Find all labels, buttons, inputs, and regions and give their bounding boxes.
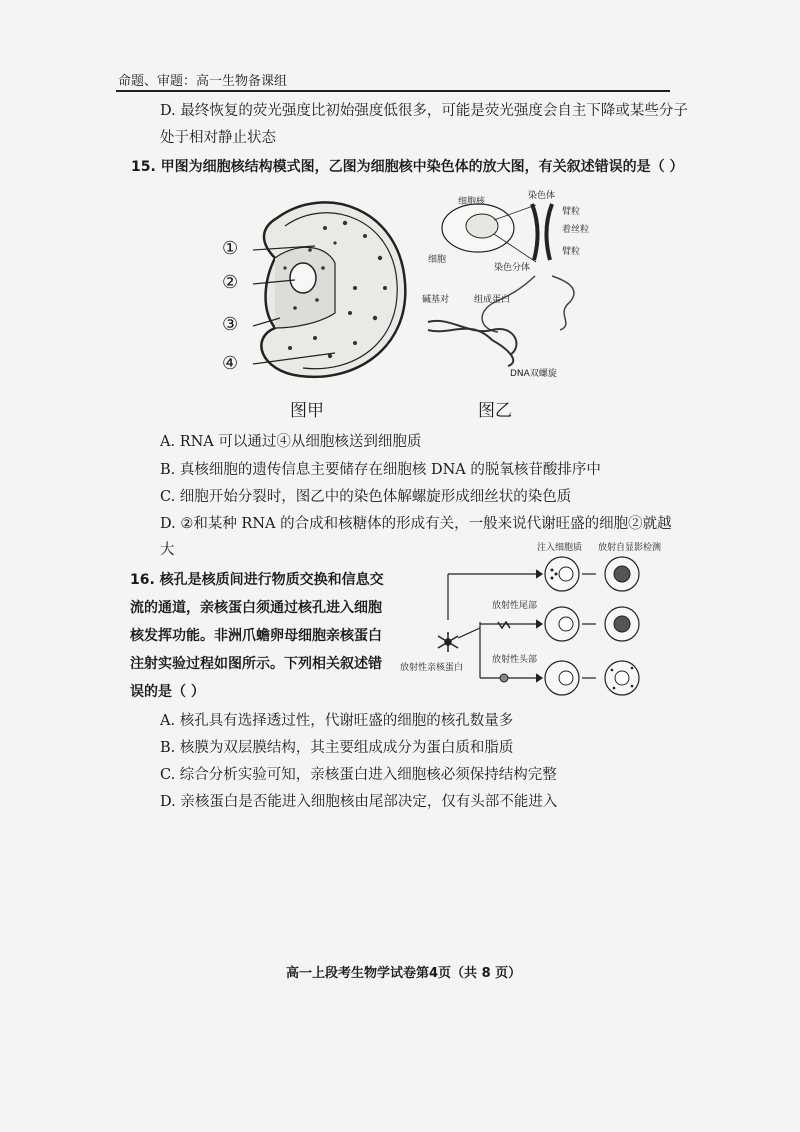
label-head: 放射性头部 (492, 655, 538, 665)
chromosome-shape (532, 204, 552, 260)
label-3: ③ (222, 314, 239, 335)
q16-option-a: A. 核孔具有选择透过性，代谢旺盛的细胞的核孔数量多 (160, 713, 514, 729)
q15-option-c: C. 细胞开始分裂时，图乙中的染色体解螺旋形成细丝状的染色质 (160, 489, 572, 505)
label-chromatid: 染色分体 (494, 263, 531, 273)
label-arm: 臂粒 (562, 207, 581, 217)
label-chromosome: 染色体 (528, 191, 556, 201)
label-arm-2: 臂粒 (562, 247, 581, 257)
q15-option-b: B. 真核细胞的遗传信息主要储存在细胞核 DNA 的脱氧核苷酸排序中 (160, 462, 601, 478)
q15-option-d-line2: 大 (160, 542, 175, 558)
q16-stem-line4: 注射实验过程如图所示。下列相关叙述错 (130, 656, 382, 672)
q16-stem-line3: 核发挥功能。非洲爪蟾卵母细胞亲核蛋白 (130, 628, 382, 644)
head-fragment-icon (500, 674, 508, 682)
q16-nuclear-import-diagram (400, 538, 670, 698)
q16-stem-line5: 误的是（ ） (130, 684, 205, 700)
label-inject: 注入细胞质 (537, 543, 583, 553)
label-dna: DNA双螺旋 (510, 369, 557, 379)
figure-a-caption: 图甲 (290, 401, 324, 421)
figure-b-chromosome-diagram (420, 190, 600, 380)
q15-option-d-line1: D. ②和某种 RNA 的合成和核糖体的形成有关，一般来说代谢旺盛的细胞②就越 (160, 516, 672, 532)
q16-option-d: D. 亲核蛋白是否能进入细胞核由尾部决定，仅有头部不能进入 (160, 794, 558, 810)
q14-option-d-line2: 处于相对静止状态 (160, 130, 276, 146)
q16-stem-line1: 16. 核孔是核质间进行物质交换和信息交 (130, 572, 384, 588)
label-base-pair: 碱基对 (422, 295, 450, 305)
radio-protein-icon (438, 632, 458, 652)
label-centromere: 着丝粒 (562, 225, 590, 235)
figure-b-caption: 图乙 (478, 401, 512, 421)
label-2: ② (222, 272, 239, 293)
header-rule (116, 90, 670, 92)
q16-option-b: B. 核膜为双层膜结构，其主要组成成分为蛋白质和脂质 (160, 740, 514, 756)
nucleolus (290, 263, 316, 293)
label-histone: 组成蛋白 (474, 295, 511, 305)
label-4: ④ (222, 353, 239, 374)
q15-option-a: A. RNA 可以通过④从细胞核送到细胞质 (160, 434, 422, 450)
page-header: 命题、审题：高一生物备课组 (118, 74, 288, 89)
q15-stem: 15. 甲图为细胞核结构模式图，乙图为细胞核中染色体的放大图，有关叙述错误的是（ ） (131, 159, 684, 175)
label-cell: 细胞 (428, 255, 447, 265)
dna-helix (428, 321, 516, 355)
label-detect: 放射自显影检测 (598, 543, 662, 553)
label-nucleus: 细胞核 (458, 197, 486, 207)
q14-option-d-line1: D. 最终恢复的荧光强度比初始强度低很多，可能是荧光强度会自主下降或某些分子 (160, 103, 688, 119)
label-1: ① (222, 238, 239, 259)
label-tail: 放射性尾部 (492, 601, 538, 611)
tail-fragment-icon (498, 622, 510, 628)
figure-a-nucleus-diagram (215, 188, 415, 388)
label-protein: 放射性亲核蛋白 (400, 663, 464, 673)
q16-option-c: C. 综合分析实验可知，亲核蛋白进入细胞核必须保持结构完整 (160, 767, 557, 783)
page-footer: 高一上段考生物学试卷第4页（共 8 页） (286, 966, 522, 981)
nucleus-outline (466, 214, 498, 238)
q16-stem-line2: 流的通道，亲核蛋白须通过核孔进入细胞 (130, 600, 382, 616)
